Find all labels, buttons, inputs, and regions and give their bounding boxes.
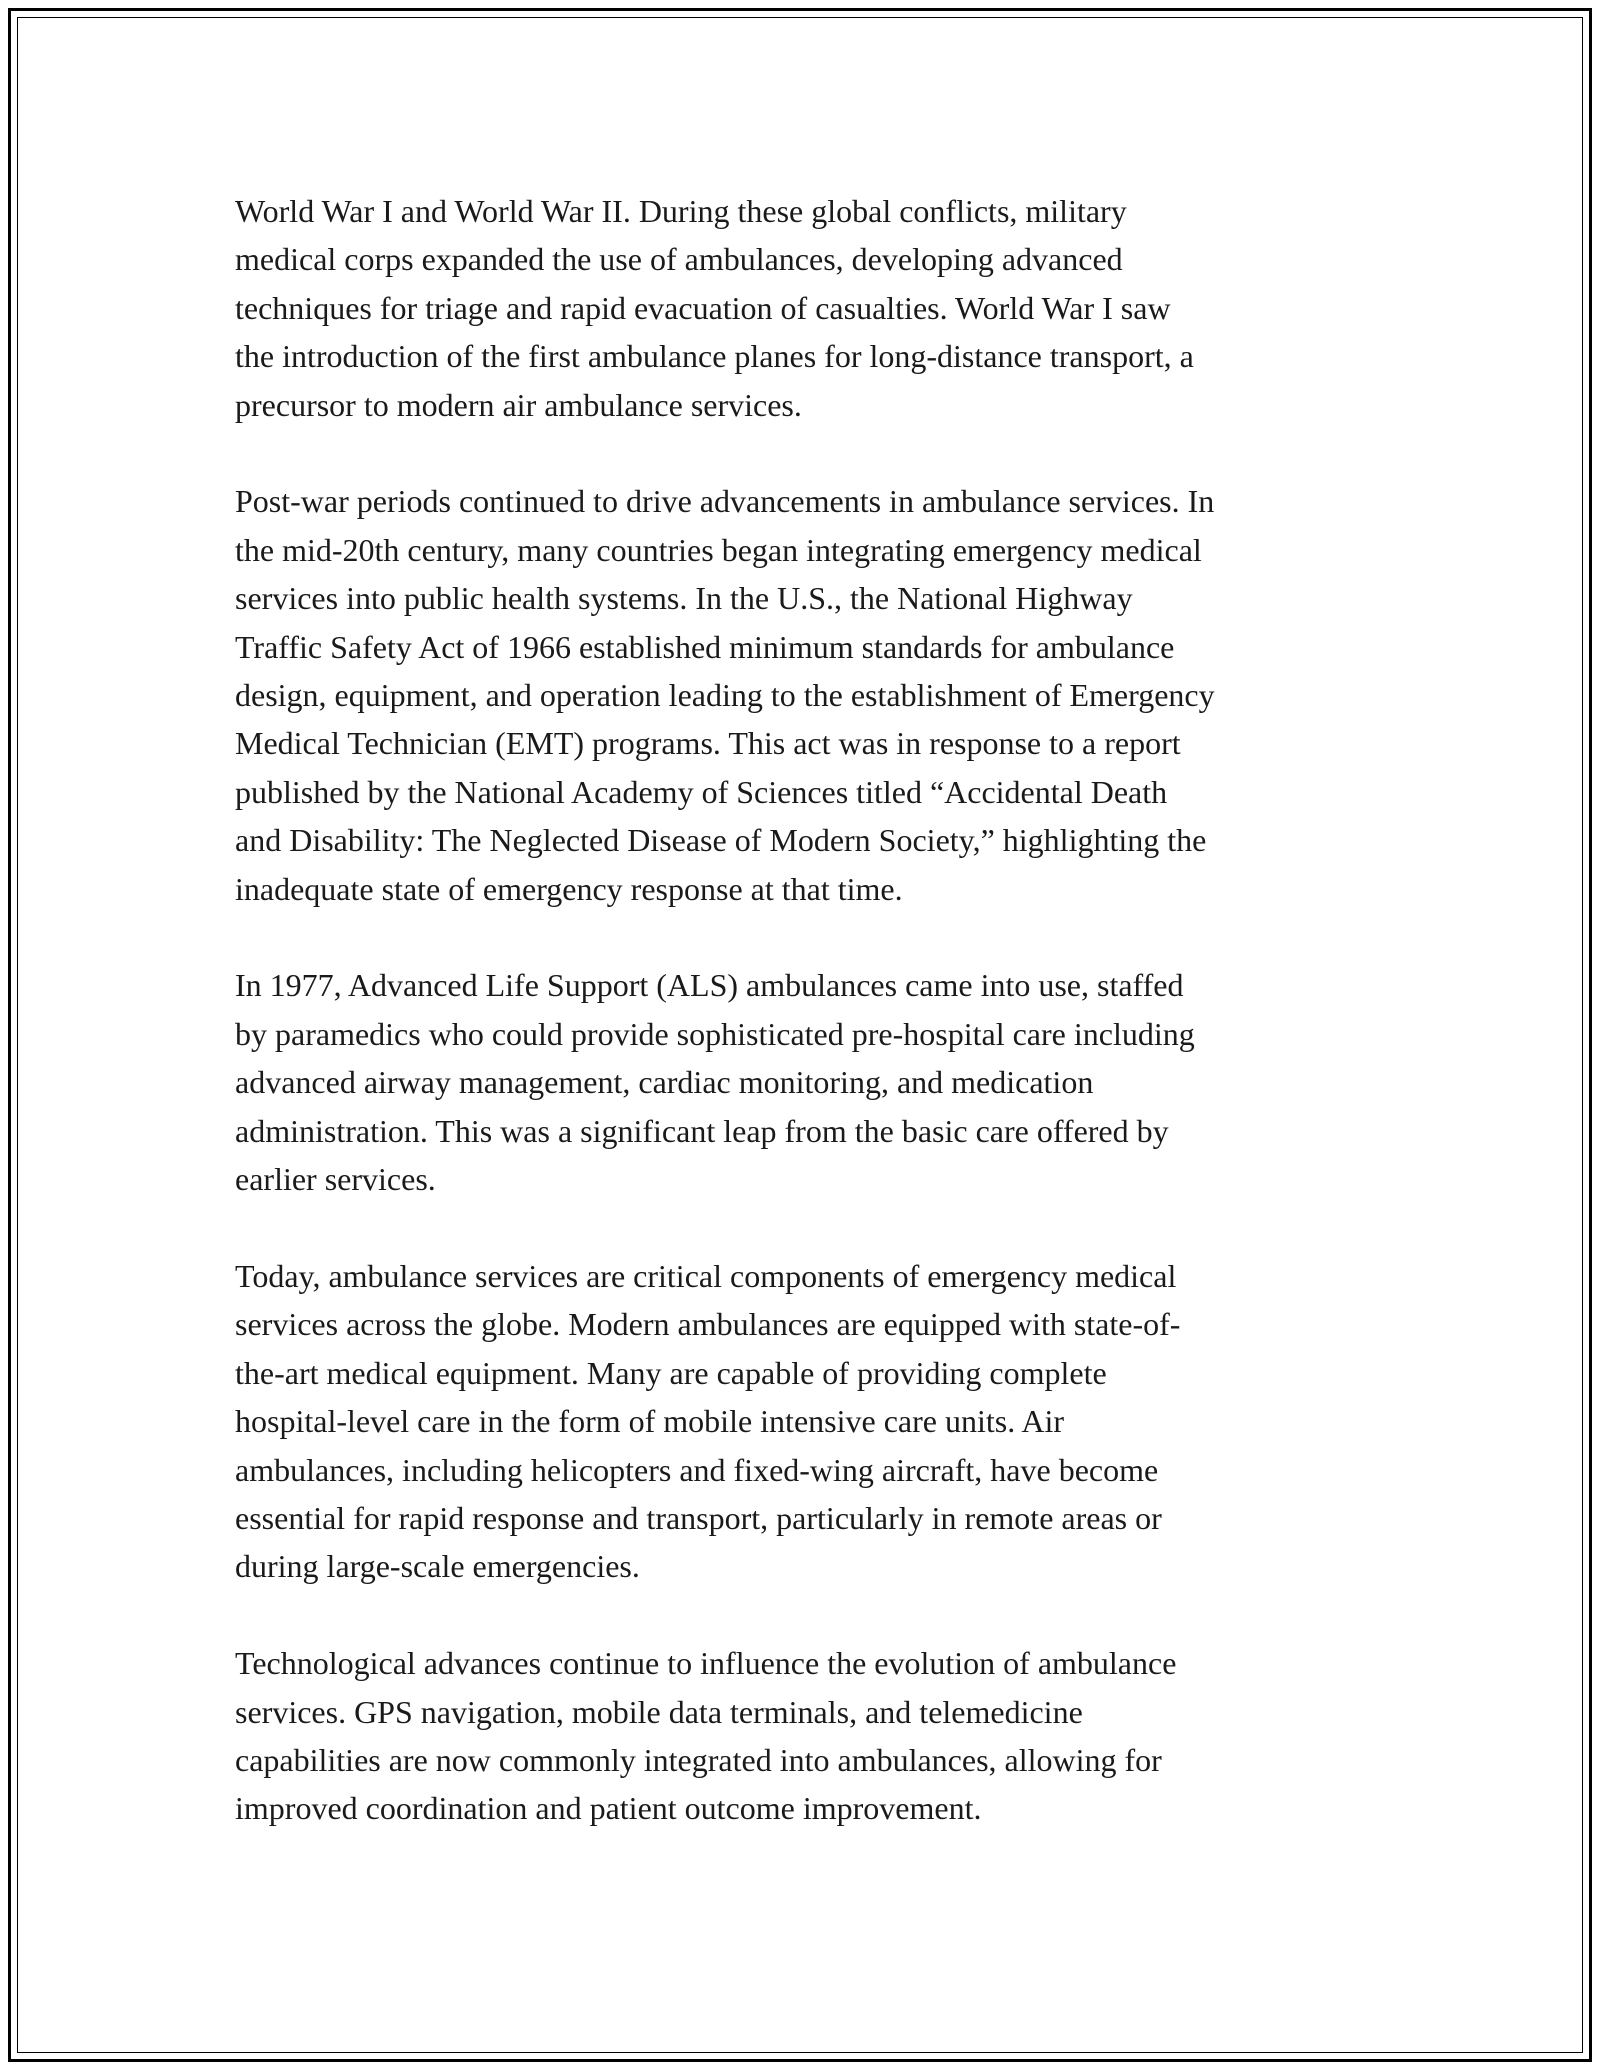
text-line: hospital-level care in the form of mobile intensive care units. Air [235, 1403, 1065, 1440]
text-line: design, equipment, and operation leading to the establishment of Emergency [235, 677, 1215, 714]
text-line: ambulances, including helicopters and fixed-wing aircraft, have become [235, 1451, 1159, 1488]
text-line: Medical Technician (EMT) programs. This act was in response to a report [235, 725, 1181, 762]
paragraph-technology [235, 1639, 1360, 1833]
text-line: the mid-20th century, many countries began integrating emergency medical [235, 531, 1202, 568]
text-line: services. GPS navigation, mobile data terminals, and telemedicine [235, 1693, 1083, 1730]
text-line: In 1977, Advanced Life Support (ALS) ambulances came into use, staffed [235, 967, 1184, 1004]
text-line: the introduction of the first ambulance planes for long-distance transport, a [235, 338, 1194, 375]
text-line: medical corps expanded the use of ambulances, developing advanced [235, 241, 1123, 278]
text-line: Today, ambulance services are critical components of emergency medical [235, 1257, 1177, 1294]
text-line: Technological advances continue to influence the evolution of ambulance [235, 1645, 1177, 1682]
paragraph-post-war [235, 477, 1360, 913]
text-line: services into public health systems. In the U.S., the National Highway [235, 580, 1133, 617]
text-line: improved coordination and patient outcome improvement. [235, 1790, 982, 1827]
paragraph-ww-era [235, 187, 1360, 429]
text-line: the-art medical equipment. Many are capable of providing complete [235, 1354, 1107, 1391]
paragraph-today [235, 1252, 1360, 1591]
text-line: essential for rapid response and transport, particularly in remote areas or [235, 1499, 1162, 1536]
text-line: administration. This was a significant leap from the basic care offered by [235, 1112, 1169, 1149]
text-line: precursor to modern air ambulance services. [235, 386, 802, 423]
text-line: earlier services. [235, 1161, 436, 1198]
text-line: services across the globe. Modern ambulances are equipped with state-of- [235, 1306, 1181, 1343]
document-body [235, 187, 1360, 1881]
text-line: World War I and World War II. During these global conflicts, military [235, 193, 1127, 229]
text-line: and Disability: The Neglected Disease of Modern Society,” highlighting the [235, 822, 1207, 859]
text-line: techniques for triage and rapid evacuation of casualties. World War I saw [235, 289, 1171, 326]
text-line: Traffic Safety Act of 1966 established minimum standards for ambulance [235, 628, 1175, 665]
text-line: during large-scale emergencies. [235, 1548, 640, 1585]
text-line: advanced airway management, cardiac monitoring, and medication [235, 1064, 1094, 1101]
text-line: Post-war periods continued to drive advancements in ambulance services. In [235, 483, 1215, 520]
text-line: inadequate state of emergency response at that time. [235, 870, 903, 907]
text-line: by paramedics who could provide sophisticated pre-hospital care including [235, 1015, 1195, 1052]
text-line: capabilities are now commonly integrated into ambulances, allowing for [235, 1741, 1162, 1778]
paragraph-als-1977 [235, 961, 1360, 1203]
text-line: published by the National Academy of Sciences titled “Accidental Death [235, 773, 1168, 810]
